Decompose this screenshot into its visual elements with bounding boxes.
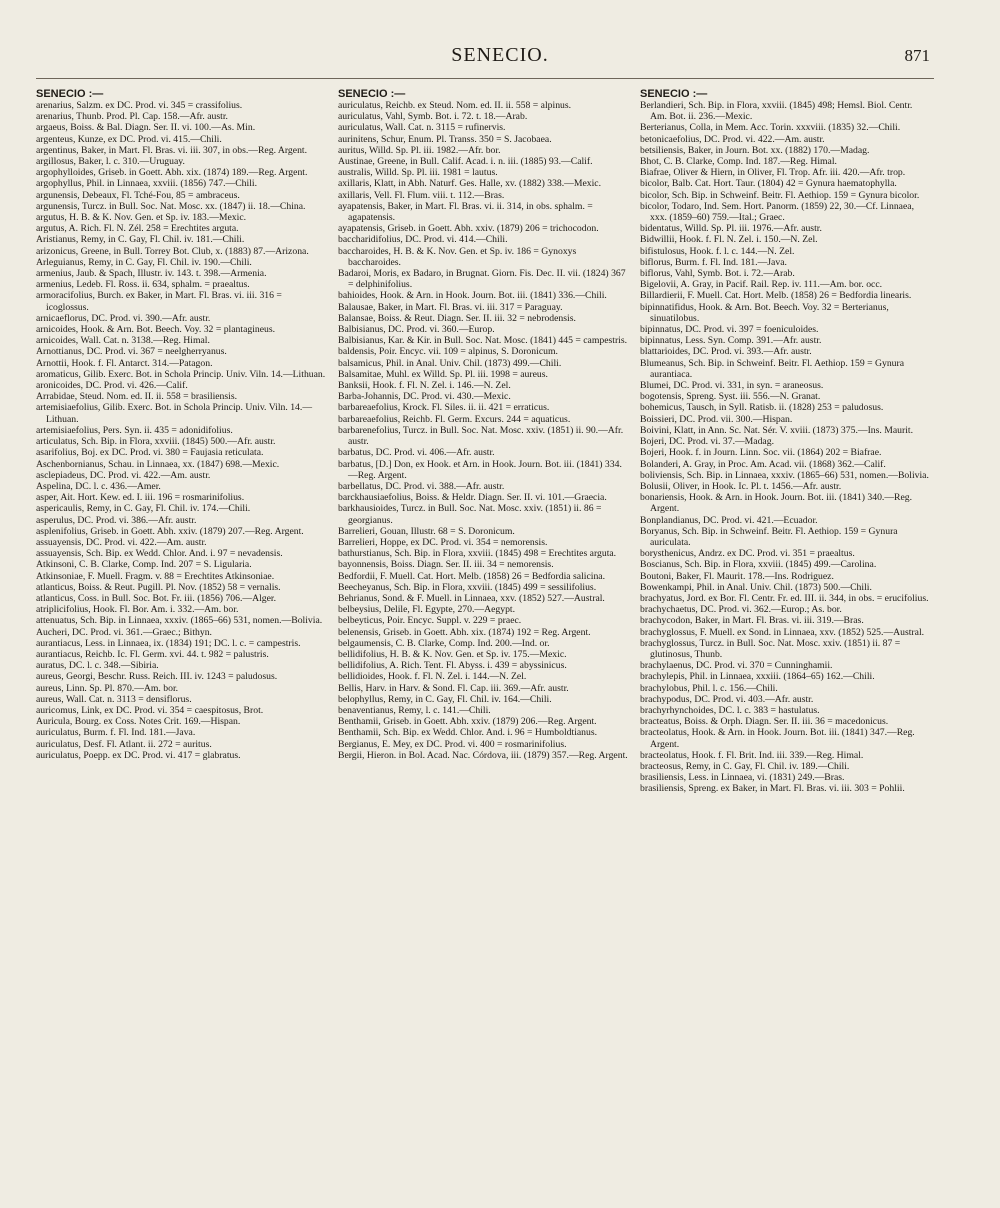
index-entry: auriculatus, Reichb. ex Steud. Nom. ed. II. ii. 558 = alpinus. bbox=[338, 100, 572, 111]
index-entry: arnicoides, Wall. Cat. n. 3138.—Reg. Himal. bbox=[36, 335, 210, 347]
index-entry: brachylaenus, DC. Prod. vi. 370 = Cunninghamii. bbox=[640, 660, 833, 672]
index-entry: axillaris, Vell. Fl. Flum. viii. t. 112.—Bras. bbox=[338, 189, 505, 201]
index-entry: Balbisianus, Kar. & Kir. in Bull. Soc. Nat. Mosc. (1841) 445 = campestris. bbox=[338, 335, 628, 347]
index-entry: Boissieri, DC. Prod. vii. 300.—Hispan. bbox=[640, 413, 793, 425]
index-entry: borysthenicus, Andrz. ex DC. Prod. vi. 351 = praealtus. bbox=[640, 548, 855, 560]
index-entry: arenarius, Salzm. ex DC. Prod. vi. 345 = crassifolius. bbox=[36, 100, 243, 111]
index-entry: Bojeri, DC. Prod. vi. 37.—Madag. bbox=[640, 436, 775, 448]
index-entry: argunensis, Turcz. in Bull. Soc. Nat. Mosc. xx. (1847) ii. 18.—China. bbox=[36, 200, 306, 212]
index-entry: brachylepis, Phil. in Linnaea, xxxiii. (1864–65) 162.—Chili. bbox=[640, 671, 875, 683]
index-entry: argillosus, Baker, l. c. 310.—Uruguay. bbox=[36, 156, 185, 168]
column-3 bbox=[640, 88, 930, 1188]
index-entry: argunensis, Debeaux, Fl. Tché-Fou, 85 = ambraceus. bbox=[36, 189, 240, 201]
index-entry: auricomus, Link, ex DC. Prod. vi. 354 = caespitosus, Brot. bbox=[36, 704, 264, 716]
running-title: SENECIO. bbox=[451, 44, 549, 66]
index-entry: bicolor, Todaro, Ind. Sem. Hort. Panorm. (1859) 22, 30.—Cf. Linnaea, xxx. (1859–60) 759.—Ital.; Graec. bbox=[640, 200, 914, 224]
index-entry: Bonplandianus, DC. Prod. vi. 421.—Ecuador. bbox=[640, 514, 818, 526]
column-1 bbox=[36, 88, 326, 1188]
index-entry: barckhausiaefolius, Boiss. & Heldr. Diagn. Ser. II. vi. 101.—Graecia. bbox=[338, 492, 607, 504]
index-entry: assuayensis, DC. Prod. vi. 422.—Am. austr. bbox=[36, 536, 207, 548]
index-entry: argentinus, Baker, in Mart. Fl. Bras. vi. iii. 307, in obs.—Reg. Argent. bbox=[36, 144, 308, 156]
index-entry: barkhausioides, Turcz. in Bull. Soc. Nat. Mosc. xxiv. (1851) ii. 86 = georgianus. bbox=[338, 503, 602, 526]
index-entry: brasiliensis, Less. in Linnaea, vi. (1831) 249.—Bras. bbox=[640, 772, 845, 784]
index-entry: argaeus, Boiss. & Bal. Diagn. Ser. II. vi. 100.—As. Min. bbox=[36, 122, 256, 134]
index-entry: Barba-Johannis, DC. Prod. vi. 430.—Mexic. bbox=[338, 391, 511, 403]
index-entry: belbeyticus, Poir. Encyc. Suppl. v. 229 = praec. bbox=[338, 615, 522, 627]
index-entry: brachyglossus, F. Muell. ex Sond. in Linnaea, xxv. (1852) 525.—Austral. bbox=[640, 626, 925, 638]
index-entry: auriculatus, Vahl, Symb. Bot. i. 72. t. 18.—Arab. bbox=[338, 111, 528, 123]
index-entry: Arnottii, Hook. f. Fl. Antarct. 314.—Patagon. bbox=[36, 357, 213, 369]
index-entry: brasiliensis, Spreng. ex Baker, in Mart. Fl. Bras. vi. iii. 303 = Pohlii. bbox=[640, 783, 905, 795]
index-entry: bellidioides, Hook. f. Fl. N. Zel. i. 144.—N. Zel. bbox=[338, 671, 527, 683]
index-entry: brachyglossus, Turcz. in Bull. Soc. Nat. Mosc. xxiv. (1851) ii. 87 = glutinosus, Thunb. bbox=[640, 637, 901, 660]
index-entry: baldensis, Poir. Encyc. vii. 109 = alpinus, S. Doronicum. bbox=[338, 346, 558, 358]
index-entry: arizonicus, Greene, in Bull. Torrey Bot. Club, x. (1883) 87.—Arizona. bbox=[36, 245, 309, 257]
index-entry: Aucheri, DC. Prod. vi. 361.—Graec.; Bithyn. bbox=[36, 626, 212, 638]
index-entry: armenius, Jaub. & Spach, Illustr. iv. 143. t. 398.—Armenia. bbox=[36, 268, 267, 280]
index-entry: Atkinsoniae, F. Muell. Fragm. v. 88 = Erechtites Atkinsoniae. bbox=[36, 570, 275, 582]
index-entry: Badaroi, Moris, ex Badaro, in Brugnat. Giorn. Fis. Dec. II. vii. (1824) 367 = delphinifolius. bbox=[338, 268, 626, 291]
index-entry: aureus, Georgi, Beschr. Russ. Reich. III. iv. 1243 = paludosus. bbox=[36, 671, 278, 683]
index-entry: bicolor, Balb. Cat. Hort. Taur. (1804) 42 = Gynura haematophylla. bbox=[640, 178, 897, 190]
index-entry: auriculatus, Burm. f. Fl. Ind. 181.—Java. bbox=[36, 727, 196, 739]
index-entry: bidentatus, Willd. Sp. Pl. iii. 1976.—Afr. austr. bbox=[640, 223, 822, 235]
index-entry: brachychaetus, DC. Prod. vi. 362.—Europ.; As. bor. bbox=[640, 604, 842, 616]
index-entry: blattarioides, DC. Prod. vi. 393.—Afr. austr. bbox=[640, 346, 812, 358]
index-entry: auratus, DC. l. c. 348.—Sibiria. bbox=[36, 660, 159, 672]
index-entry: Boscianus, Sch. Bip. in Flora, xxviii. (1845) 499.—Carolina. bbox=[640, 559, 877, 571]
index-entry: Banksii, Hook. f. Fl. N. Zel. i. 146.—N. Zel. bbox=[338, 380, 511, 392]
index-entry: brachycodon, Baker, in Mart. Fl. Bras. vi. iii. 319.—Bras. bbox=[640, 615, 864, 627]
index-entry: Austinae, Greene, in Bull. Calif. Acad. i. n. iii. (1885) 93.—Calif. bbox=[338, 156, 593, 168]
index-entry: artemisiaefolius, Gilib. Exerc. Bot. in Schola Princip. Univ. Viln. 14.—Lithuan. bbox=[36, 402, 313, 425]
index-entry: Bellis, Harv. in Harv. & Sond. Fl. Cap. iii. 369.—Afr. austr. bbox=[338, 682, 569, 694]
index-entry: atlanticus, Coss. in Bull. Soc. Bot. Fr. iii. (1856) 706.—Alger. bbox=[36, 592, 277, 604]
index-entry: ayapatensis, Griseb. in Goett. Abh. xxiv. (1879) 206 = trichocodon. bbox=[338, 223, 599, 235]
header-rule bbox=[36, 78, 934, 79]
index-entry: auriculatus, Wall. Cat. n. 3115 = rufinervis. bbox=[338, 122, 506, 134]
index-entry: auriculatus, Desf. Fl. Atlant. ii. 272 = auritus. bbox=[36, 738, 212, 750]
page-number: 871 bbox=[904, 46, 930, 65]
index-entry: Berterianus, Colla, in Mem. Acc. Torin. xxxviii. (1835) 32.—Chili. bbox=[640, 122, 901, 134]
index-entry: attenuatus, Sch. Bip. in Linnaea, xxxiv. (1865–66) 531, nomen.—Bolivia. bbox=[36, 615, 323, 627]
index-entry: ayapatensis, Baker, in Mart. Fl. Bras. vi. ii. 314, in obs. sphalm. = agapatensis. bbox=[338, 200, 593, 224]
index-entry: atlanticus, Boiss. & Reut. Pugill. Pl. Nov. (1852) 58 = vernalis. bbox=[36, 581, 281, 593]
column-header: SENECIO :— bbox=[640, 88, 708, 100]
index-entry: Balbisianus, DC. Prod. vi. 360.—Europ. bbox=[338, 324, 495, 336]
index-entry: belenensis, Griseb. in Goett. Abh. xix. (1874) 192 = Reg. Argent. bbox=[338, 626, 591, 638]
index-entry: Benthamii, Sch. Bip. ex Wedd. Chlor. And. i. 96 = Humboldtianus. bbox=[338, 727, 598, 739]
index-entry: balsamicus, Phil. in Anal. Univ. Chil. (1873) 499.—Chili. bbox=[338, 357, 562, 369]
index-entry: bicolor, Sch. Bip. in Schweinf. Beitr. Fl. Aethiop. 159 = Gynura bicolor. bbox=[640, 189, 920, 201]
index-entry: auritus, Willd. Sp. Pl. iii. 1982.—Afr. bor. bbox=[338, 144, 501, 156]
index-entry: Balsamitae, Muhl. ex Willd. Sp. Pl. iii. 1998 = aureus. bbox=[338, 368, 548, 380]
index-entry: brachypodus, DC. Prod. vi. 403.—Afr. austr. bbox=[640, 693, 814, 705]
index-entry: Boivini, Klatt, in Ann. Sc. Nat. Sér. V. xviii. (1873) 375.—Ins. Maurit. bbox=[640, 424, 914, 436]
index-entry: Billardierii, F. Muell. Cat. Hort. Melb. (1858) 26 = Bedfordia linearis. bbox=[640, 290, 912, 302]
index-entry: Blumeanus, Sch. Bip. in Schweinf. Beitr. Fl. Aethiop. 159 = Gynura aurantiaca. bbox=[640, 357, 905, 380]
index-entry: baccharidifolius, DC. Prod. vi. 414.—Chili. bbox=[338, 234, 508, 246]
index-entry: Balansae, Boiss. & Reut. Diagn. Ser. II. iii. 32 = nebrodensis. bbox=[338, 312, 576, 324]
index-entry: Arnottianus, DC. Prod. vi. 367 = neelgherryanus. bbox=[36, 346, 227, 358]
index-entry: baccharoides, H. B. & K. Nov. Gen. et Sp. iv. 186 = Gynoxys baccharoides. bbox=[338, 245, 577, 268]
index-entry: asper, Ait. Hort. Kew. ed. I. iii. 196 = rosmarinifolius. bbox=[36, 492, 245, 504]
index-entry: australis, Willd. Sp. Pl. iii. 1981 = lautus. bbox=[338, 167, 498, 179]
index-entry: Arleguianus, Remy, in C. Gay, Fl. Chil. iv. 190.—Chili. bbox=[36, 256, 252, 268]
index-entry: aromaticus, Gilib. Exerc. Bot. in Schola Princip. Univ. Viln. 14.—Lithuan. bbox=[36, 368, 326, 380]
index-entry: boliviensis, Sch. Bip. in Linnaea, xxxiv. (1865–66) 531, nomen.—Bolivia. bbox=[640, 469, 929, 481]
column-2 bbox=[338, 88, 628, 1188]
index-entry: argutus, H. B. & K. Nov. Gen. et Sp. iv. 183.—Mexic. bbox=[36, 212, 247, 224]
index-entry: Arrabidae, Steud. Nom. ed. II. ii. 558 = brasiliensis. bbox=[36, 391, 238, 403]
index-entry: bathurstianus, Sch. Bip. in Flora, xxviii. (1845) 498 = Erechtites arguta. bbox=[338, 548, 617, 560]
index-entry: aronicoides, DC. Prod. vi. 426.—Calif. bbox=[36, 380, 188, 392]
index-entry: Boryanus, Sch. Bip. in Schweinf. Beitr. Fl. Aethiop. 159 = Gynura auriculata. bbox=[640, 525, 898, 548]
index-entry: brachyrhynchoides, DC. l. c. 383 = hastulatus. bbox=[640, 704, 820, 716]
index-entry: belbeysius, Delile, Fl. Egypte, 270.—Aegypt. bbox=[338, 604, 516, 616]
index-entry: barbellatus, DC. Prod. vi. 388.—Afr. austr. bbox=[338, 480, 505, 492]
index-entry: Barrelieri, Hoppe, ex DC. Prod. vi. 354 = nemorensis. bbox=[338, 536, 548, 548]
index-entry: bogotensis, Spreng. Syst. iii. 556.—N. Granat. bbox=[640, 391, 821, 403]
index-entry: arnicaeflorus, DC. Prod. vi. 390.—Afr. austr. bbox=[36, 312, 211, 324]
index-entry: arnicoides, Hook. & Arn. Bot. Beech. Voy. 32 = plantagineus. bbox=[36, 324, 276, 336]
index-entry: Bolanderi, A. Gray, in Proc. Am. Acad. vii. (1868) 362.—Calif. bbox=[640, 458, 886, 470]
index-entry: auriculatus, Poepp. ex DC. Prod. vi. 417 = glabratus. bbox=[36, 749, 241, 761]
index-entry: Berlandieri, Sch. Bip. in Flora, xxviii. (1845) 498; Hemsl. Biol. Centr. Am. Bot. ii. 236.—Mexic. bbox=[640, 100, 913, 123]
index-entry: Bidwillii, Hook. f. Fl. N. Zel. i. 150.—N. Zel. bbox=[640, 234, 818, 246]
index-entry: brachyatus, Jord. ex Bor. Fl. Centr. Fr. ed. III. ii. 344, in obs. = erucifolius. bbox=[640, 592, 929, 604]
index-entry: armenius, Ledeb. Fl. Ross. ii. 634, sphalm. = praealtus. bbox=[36, 279, 250, 291]
index-entry: bellidifolius, A. Rich. Tent. Fl. Abyss. i. 439 = abyssinicus. bbox=[338, 660, 567, 672]
index-entry: bayonnensis, Boiss. Diagn. Ser. II. iii. 34 = nemorensis. bbox=[338, 559, 554, 571]
index-entry: Bergii, Hieron. in Bol. Acad. Nac. Córdova, iii. (1879) 357.—Reg. Argent. bbox=[338, 749, 628, 761]
index-entry: Bergianus, E. Mey, ex DC. Prod. vi. 400 = rosmarinifolius. bbox=[338, 738, 567, 750]
index-entry: bracteatus, Boiss. & Orph. Diagn. Ser. II. iii. 36 = macedonicus. bbox=[640, 716, 889, 728]
index-entry: barbatus, DC. Prod. vi. 406.—Afr. austr. bbox=[338, 447, 495, 459]
index-entry: bohemicus, Tausch, in Syll. Ratisb. ii. (1828) 253 = paludosus. bbox=[640, 402, 884, 414]
index-entry: biflorus, Burm. f. Fl. Ind. 181.—Java. bbox=[640, 256, 787, 268]
index-entry: Barrelieri, Gouan, Illustr. 68 = S. Doronicum. bbox=[338, 525, 515, 537]
index-entry: Bojeri, Hook. f. in Journ. Linn. Soc. vii. (1864) 202 = Biafrae. bbox=[640, 447, 882, 459]
index-entry: articulatus, Sch. Bip. in Flora, xxviii. (1845) 500.—Afr. austr. bbox=[36, 436, 276, 448]
index-entry: Aspelina, DC. l. c. 436.—Amer. bbox=[36, 480, 161, 492]
index-entry: Benthamii, Griseb. in Goett. Abh. xxiv. (1879) 206.—Reg. Argent. bbox=[338, 716, 597, 728]
index-entry: bracteosus, Remy, in C. Gay, Fl. Chil. iv. 189.—Chili. bbox=[640, 760, 850, 772]
index-entry: aurantiacus, Reichb. Ic. Fl. Germ. xvi. 44. t. 982 = palustris. bbox=[36, 648, 269, 660]
index-entry: arenarius, Thunb. Prod. Pl. Cap. 158.—Afr. austr. bbox=[36, 111, 228, 123]
column-header: SENECIO :— bbox=[36, 88, 104, 100]
index-entry: aureus, Wall. Cat. n. 3113 = densiflorus. bbox=[36, 693, 192, 705]
index-entry: Atkinsoni, C. B. Clarke, Comp. Ind. 207 = S. Ligularia. bbox=[36, 559, 252, 571]
index-entry: asplenifolius, Griseb. in Goett. Abh. xxiv. (1879) 207.—Reg. Argent. bbox=[36, 525, 304, 537]
index-entry: aurantiacus, Less. in Linnaea, ix. (1834) 191; DC. l. c. = campestris. bbox=[36, 637, 301, 649]
index-entry: bifistulosus, Hook. f. l. c. 144.—N. Zel. bbox=[640, 245, 795, 257]
index-entry: axillaris, Klatt, in Abh. Naturf. Ges. Halle, xv. (1882) 338.—Mexic. bbox=[338, 178, 602, 190]
index-entry: Bedfordii, F. Muell. Cat. Hort. Melb. (1858) 26 = Bedfordia salicina. bbox=[338, 570, 606, 582]
column-header: SENECIO :— bbox=[338, 88, 406, 100]
index-entry: aspericaulis, Remy, in C. Gay, Fl. Chil. iv. 174.—Chili. bbox=[36, 503, 251, 515]
index-entry: bahioides, Hook. & Arn. in Hook. Journ. Bot. iii. (1841) 336.—Chili. bbox=[338, 290, 607, 302]
index-entry: Blumei, DC. Prod. vi. 331, in syn. = araneosus. bbox=[640, 380, 824, 392]
index-entry: barbatus, [D.] Don, ex Hook. et Arn. in Hook. Journ. Bot. iii. (1841) 334.—Reg. Argent. bbox=[338, 458, 622, 481]
index-entry: biflorus, Vahl, Symb. Bot. i. 72.—Arab. bbox=[640, 268, 795, 280]
index-entry: barbareaefolius, Reichb. Fl. Germ. Excurs. 244 = aquaticus. bbox=[338, 413, 571, 425]
index-entry: Boutoni, Baker, Fl. Maurit. 178.—Ins. Rodriguez. bbox=[640, 570, 834, 582]
index-entry: brachylobus, Phil. l. c. 156.—Chili. bbox=[640, 682, 778, 694]
index-entry: artemisiaefolius, Pers. Syn. ii. 435 = adonidifolius. bbox=[36, 424, 233, 436]
index-entry: betsiliensis, Baker, in Journ. Bot. xx. (1882) 170.—Madag. bbox=[640, 144, 870, 156]
index-entry: belgaumensis, C. B. Clarke, Comp. Ind. 200.—Ind. or. bbox=[338, 637, 550, 649]
index-entry: belophyllus, Remy, in C. Gay, Fl. Chil. iv. 164.—Chili. bbox=[338, 693, 552, 705]
index-entry: Auricula, Bourg. ex Coss. Notes Crit. 169.—Hispan. bbox=[36, 716, 241, 728]
index-entry: bipinnatifidus, Hook. & Arn. Bot. Beech. Voy. 32 = Berterianus, sinuatilobus. bbox=[640, 301, 889, 324]
index-entry: Beecheyanus, Sch. Bip. in Flora, xxviii. (1845) 499 = sessilifolius. bbox=[338, 581, 597, 593]
index-entry: Biafrae, Oliver & Hiern, in Oliver, Fl. Trop. Afr. iii. 420.—Afr. trop. bbox=[640, 167, 906, 179]
index-entry: armoracifolius, Burch. ex Baker, in Mart. Fl. Bras. vi. iii. 316 = icoglossus. bbox=[36, 290, 282, 313]
index-entry: Behrianus, Sond. & F. Muell. in Linnaea, xxv. (1852) 527.—Austral. bbox=[338, 592, 605, 604]
index-entry: asperulus, DC. Prod. vi. 386.—Afr. austr. bbox=[36, 514, 197, 526]
index-columns bbox=[36, 88, 932, 1188]
index-entry: bracteolatus, Hook. f. Fl. Brit. Ind. iii. 339.—Reg. Himal. bbox=[640, 749, 864, 761]
index-entry: aurinitens, Schur, Enum. Pl. Transs. 350 = S. Jacobaea. bbox=[338, 133, 552, 145]
index-entry: barbareaefolius, Krock. Fl. Siles. ii. ii. 421 = erraticus. bbox=[338, 402, 550, 414]
index-entry: Aristianus, Remy, in C. Gay, Fl. Chil. iv. 181.—Chili. bbox=[36, 234, 245, 246]
index-entry: Bowenkampi, Phil. in Anal. Univ. Chil. (1873) 500.—Chili. bbox=[640, 581, 872, 593]
index-entry: bonariensis, Hook. & Arn. in Hook. Journ. Bot. iii. (1841) 340.—Reg. Argent. bbox=[640, 492, 913, 515]
index-entry: betonicaefolius, DC. Prod. vi. 422.—Am. austr. bbox=[640, 133, 825, 145]
running-head bbox=[0, 44, 1000, 74]
index-entry: benaventianus, Remy, l. c. 141.—Chili. bbox=[338, 704, 491, 716]
index-entry: Balausae, Baker, in Mart. Fl. Bras. vi. iii. 317 = Paraguay. bbox=[338, 301, 563, 313]
index-entry: bracteolatus, Hook. & Arn. in Hook. Journ. Bot. iii. (1841) 347.—Reg. Argent. bbox=[640, 727, 915, 750]
index-entry: argophylloides, Griseb. in Goett. Abh. xix. (1874) 189.—Reg. Argent. bbox=[36, 167, 308, 179]
index-entry: aureus, Linn. Sp. Pl. 870.—Am. bor. bbox=[36, 682, 179, 694]
index-entry: bipinnatus, DC. Prod. vi. 397 = foeniculoides. bbox=[640, 324, 819, 336]
index-entry: Aschenbornianus, Schau. in Linnaea, xx. (1847) 698.—Mexic. bbox=[36, 458, 280, 470]
index-entry: asclepiadeus, DC. Prod. vi. 422.—Am. austr. bbox=[36, 469, 211, 481]
index-entry: atriplicifolius, Hook. Fl. Bor. Am. i. 332.—Am. bor. bbox=[36, 604, 239, 616]
index-entry: barbarenefolius, Turcz. in Bull. Soc. Nat. Mosc. xxiv. (1851) ii. 90.—Afr. austr. bbox=[338, 424, 624, 448]
index-entry: argophyllus, Phil. in Linnaea, xxviii. (1856) 747.—Chili. bbox=[36, 178, 258, 190]
index-entry: bipinnatus, Less. Syn. Comp. 391.—Afr. austr. bbox=[640, 335, 822, 347]
index-entry: argutus, A. Rich. Fl. N. Zél. 258 = Erechtites arguta. bbox=[36, 223, 239, 235]
index-entry: Bolusii, Oliver, in Hook. Ic. Pl. t. 1456.—Afr. austr. bbox=[640, 480, 842, 492]
index-entry: Bhot, C. B. Clarke, Comp. Ind. 187.—Reg. Himal. bbox=[640, 156, 837, 168]
index-entry: asarifolius, Boj. ex DC. Prod. vi. 380 = Faujasia reticulata. bbox=[36, 447, 264, 459]
index-entry: bellidifolius, H. B. & K. Nov. Gen. et Sp. iv. 175.—Mexic. bbox=[338, 648, 567, 660]
index-entry: argenteus, Kunze, ex DC. Prod. vi. 415.—Chili. bbox=[36, 133, 222, 145]
index-entry: assuayensis, Sch. Bip. ex Wedd. Chlor. And. i. 97 = nevadensis. bbox=[36, 548, 283, 560]
index-entry: Bigelovii, A. Gray, in Pacif. Rail. Rep. iv. 111.—Am. bor. occ. bbox=[640, 279, 883, 291]
